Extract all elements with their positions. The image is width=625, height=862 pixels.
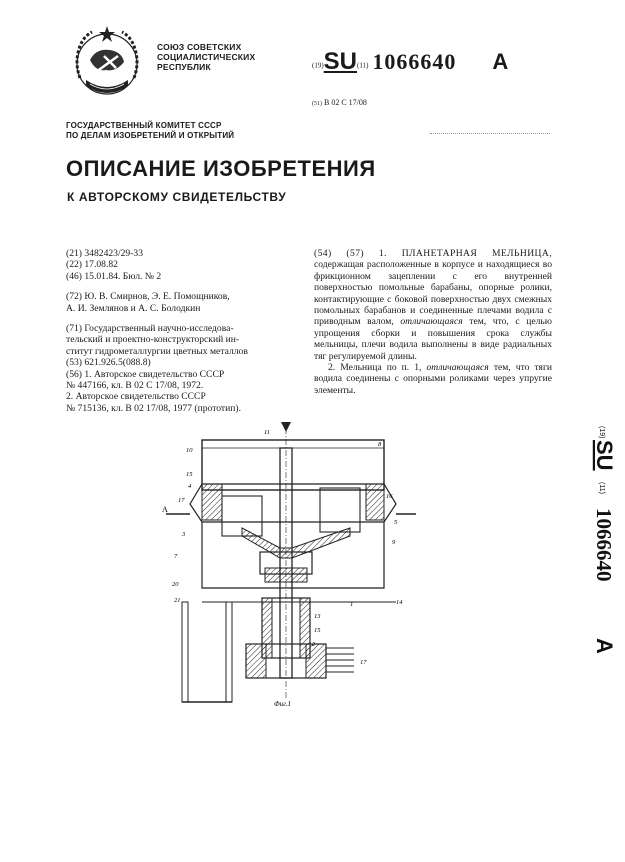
ipc-class: (51) B 02 C 17/08 [312, 98, 367, 107]
ref-5: 5 [394, 519, 398, 526]
ref-21: 21 [174, 597, 181, 604]
claim-2-distinguishing: отличающаяся [426, 362, 489, 374]
ref-7: 7 [174, 553, 178, 560]
ref-10: 10 [186, 447, 193, 454]
kind-code: A [492, 49, 509, 74]
side-kind: A [592, 638, 617, 654]
reference-1a: (56) 1. Авторское свидетельство СССР [66, 368, 225, 380]
ref-9: 9 [392, 539, 396, 546]
inid-51: (51) [312, 101, 322, 107]
claim-1-end: тем, что, с целью упрощения сборки и повышения срока службы мельницы, плечи водила выполнены в виде радиальных тяг регулируемой длины. [314, 316, 552, 362]
claim-1-distinguishing: отличающаяся [400, 316, 463, 328]
application-number: (21) 3482423/29-33 [66, 248, 144, 259]
ref-15b: 15 [314, 627, 321, 634]
ref-15: 15 [186, 471, 193, 478]
ref-8: 8 [378, 441, 382, 448]
inid-11: (11) [357, 61, 369, 70]
reference-2b: № 715136, кл. B 02 17/08, 1977 (прототип). [66, 402, 241, 414]
ref-16: 16 [386, 493, 393, 500]
udc-code: (53) 621.926.5(088.8) [66, 357, 151, 369]
ref-13: 13 [314, 613, 321, 620]
side-country: SU [592, 440, 617, 471]
document-subtitle: К АВТОРСКОМУ СВИДЕТЕЛЬСТВУ [67, 190, 287, 204]
ref-20: 20 [172, 581, 179, 588]
side-inid-11: (11) [598, 482, 605, 494]
inid-19: (19) [312, 61, 324, 70]
reference-2a: 2. Авторское свидетельство СССР [66, 391, 206, 403]
filing-date: (22) 17.08.82 [66, 259, 118, 271]
document-title: ОПИСАНИЕ ИЗОБРЕТЕНИЯ [66, 156, 376, 181]
inventors-line-1: (72) Ю. В. Смирнов, Э. Е. Помощников, [66, 291, 230, 303]
side-patent-label [585, 400, 617, 670]
patent-number: 1066640 [372, 49, 457, 74]
side-inid-19: (19) [598, 426, 605, 439]
applicant-line-3: ститут гидрометаллургии цветных металлов [66, 345, 248, 357]
claim-2-start: 2. Мельница по п. 1, [328, 362, 422, 374]
reference-1b: № 447166, кл. B 02 C 17/08, 1972. [66, 380, 204, 392]
ref-2: 2 [312, 641, 316, 648]
ref-17b: 17 [360, 659, 367, 666]
ref-4: 4 [188, 483, 192, 490]
section-mark-a: A [162, 505, 168, 514]
divider [430, 133, 550, 135]
claim-2-end: тем, что тяги водила соединены с опорными роликами через упругие элементы. [314, 362, 553, 396]
figure-caption: Фиг.1 [274, 700, 292, 708]
publication-date: (46) 15.01.84. Бюл. № 2 [66, 270, 162, 282]
claim-1-text: содержащая расположенные в корпусе и находящиеся во фрикционном зацеплении с его внутренней поверхностью помольные барабаны, опорные ролики, контактирующие с боковой поверхностью двух смежных помольных барабанов и соединенные плечами водила с приводным валом, [314, 259, 552, 328]
ref-1: 1 [350, 601, 354, 608]
ref-3: 3 [182, 531, 186, 538]
ref-14: 14 [396, 599, 403, 606]
state-name: СОЮЗ СОВЕТСКИХ СОЦИАЛИСТИЧЕСКИХ РЕСПУБЛИК [157, 42, 256, 72]
inventors-line-2: А. И. Землянов и А. С. Болодкин [66, 302, 201, 314]
country-code: SU [323, 48, 358, 75]
mill-drawing [160, 418, 420, 708]
ref-11: 11 [264, 429, 271, 436]
claims [314, 248, 552, 396]
patent-number-line [312, 48, 508, 76]
ref-17: 17 [178, 497, 185, 504]
bibliographic-data [66, 248, 296, 414]
side-number: 1066640 [592, 508, 616, 582]
applicant-line-2: тельский и проектно-конструкторский ин- [66, 334, 240, 346]
ussr-emblem [66, 22, 148, 104]
applicant-line-1: (71) Государственный научно-исследова- [66, 323, 234, 335]
claims-heading: (54) (57) 1. ПЛАНЕТАРНАЯ МЕЛЬНИЦА, [314, 248, 552, 259]
committee-name: ГОСУДАРСТВЕННЫЙ КОМИТЕТ СССР ПО ДЕЛАМ ИЗОБРЕТЕНИЙ И ОТКРЫТИЙ [66, 121, 235, 140]
